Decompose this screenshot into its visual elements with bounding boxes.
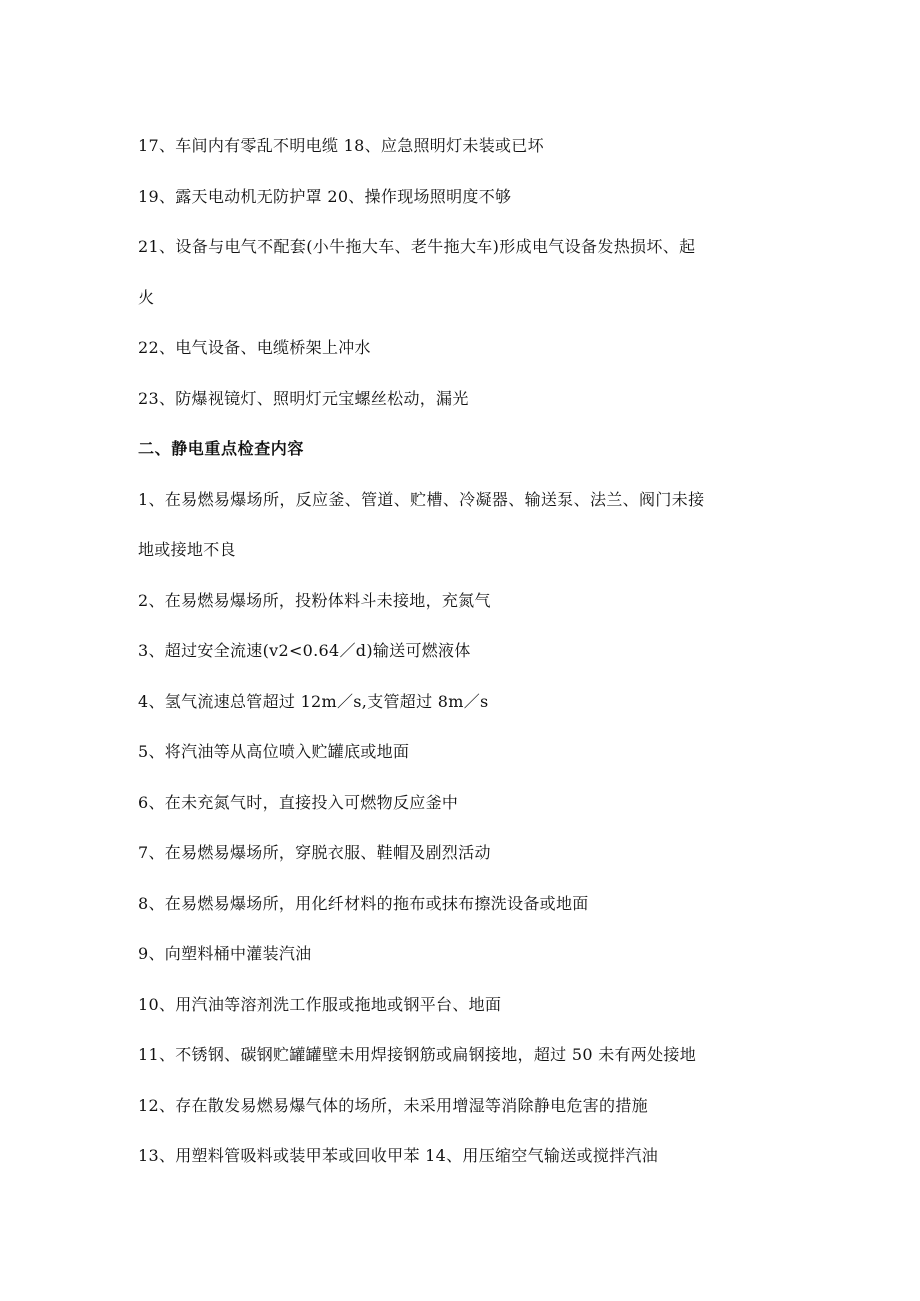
section-heading: 二、静电重点检查内容 bbox=[138, 439, 305, 458]
list-item: 3、超过安全流速(v2<0.64／d)输送可燃液体 bbox=[138, 641, 471, 660]
list-item: 9、向塑料桶中灌装汽油 bbox=[138, 944, 312, 963]
list-item: 11、不锈钢、碳钢贮罐罐壁未用焊接钢筋或扁钢接地，超过 50 未有两处接地 bbox=[138, 1045, 696, 1064]
text-line: 17、车间内有零乱不明电缆 18、应急照明灯未装或已坏 bbox=[138, 136, 544, 155]
list-item: 5、将汽油等从高位喷入贮罐底或地面 bbox=[138, 742, 410, 761]
text-line: 火 bbox=[138, 287, 155, 307]
list-item: 6、在未充氮气时，直接投入可燃物反应釜中 bbox=[138, 792, 459, 812]
list-item: 8、在易燃易爆场所，用化纤材料的拖布或抹布擦洗设备或地面 bbox=[138, 893, 589, 913]
list-item: 地或接地不良 bbox=[138, 540, 236, 559]
list-item: 13、用塑料管吸料或装甲苯或回收甲苯 14、用压缩空气输送或搅拌汽油 bbox=[138, 1146, 659, 1165]
list-item: 1、在易燃易爆场所，反应釜、管道、贮槽、冷凝器、输送泵、法兰、阀门未接 bbox=[138, 489, 705, 509]
text-line: 23、防爆视镜灯、照明灯元宝螺丝松动，漏光 bbox=[138, 388, 469, 408]
list-item: 10、用汽油等溶剂洗工作服或拖地或钢平台、地面 bbox=[138, 994, 502, 1014]
list-item: 4、氢气流速总管超过 12m／s,支管超过 8m／s bbox=[138, 691, 489, 711]
text-line: 22、电气设备、电缆桥架上冲水 bbox=[138, 338, 371, 357]
list-item: 12、存在散发易燃易爆气体的场所，未采用增湿等消除静电危害的措施 bbox=[138, 1095, 648, 1115]
list-item: 2、在易燃易爆场所，投粉体料斗未接地，充氮气 bbox=[138, 590, 491, 610]
list-item: 7、在易燃易爆场所，穿脱衣服、鞋帽及剧烈活动 bbox=[138, 843, 491, 862]
text-line: 21、设备与电气不配套(小牛拖大车、老牛拖大车)形成电气设备发热损坏、起 bbox=[138, 237, 696, 256]
document-body bbox=[138, 121, 788, 1182]
text-line: 19、露天电动机无防护罩 20、操作现场照明度不够 bbox=[138, 186, 512, 206]
